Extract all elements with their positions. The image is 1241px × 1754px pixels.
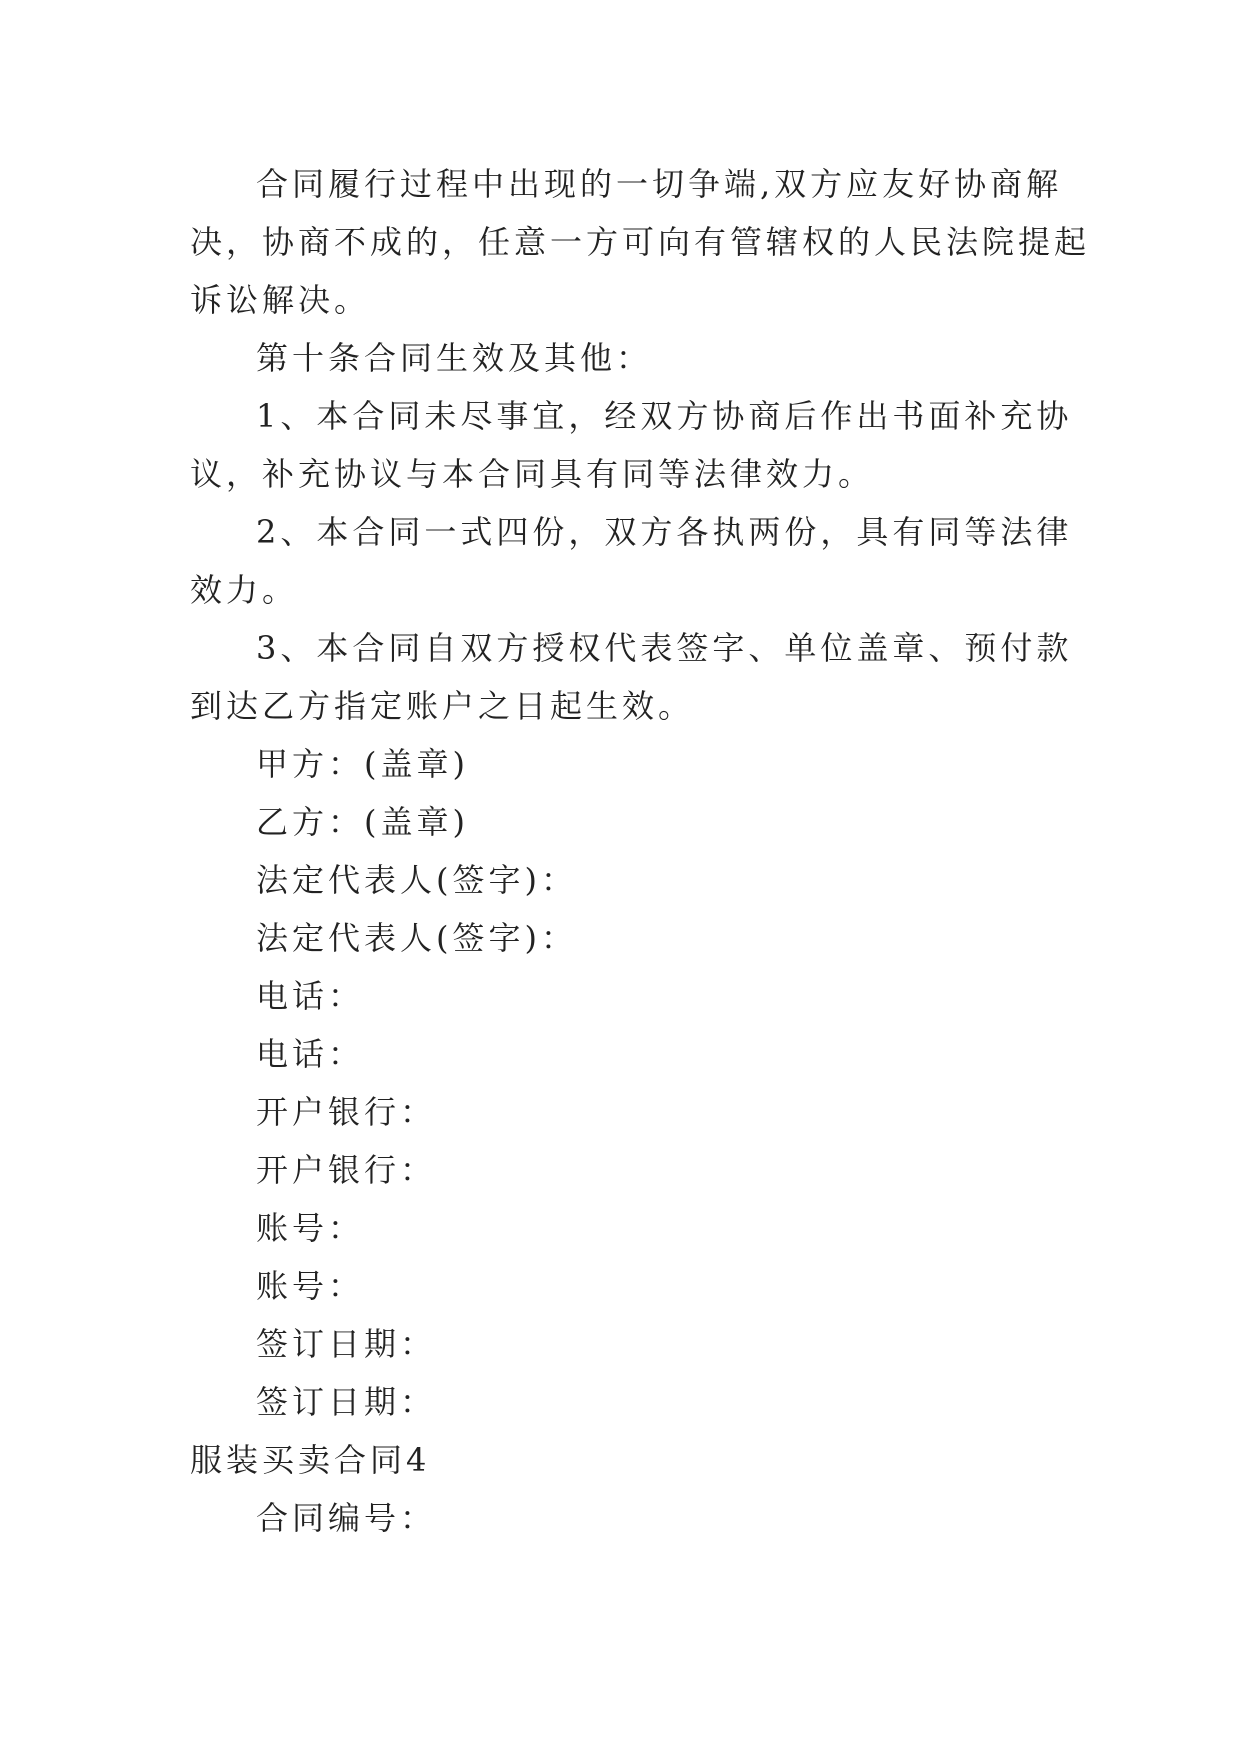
document-body	[190, 155, 1090, 1547]
account-line: 账号：	[256, 1267, 365, 1305]
legal-representative-line: 法定代表人(签字)：	[256, 861, 577, 899]
paragraph-clause-2: 2、本合同一式四份，双方各执两份，具有同等法律效力。	[190, 513, 1073, 609]
phone-line: 电话：	[256, 1035, 365, 1073]
bank-line: 开户银行：	[256, 1151, 437, 1189]
party-b-seal-line: 乙方：(盖章)	[256, 803, 469, 841]
paragraph-article-ten-heading: 第十条合同生效及其他：	[256, 339, 653, 377]
signing-date-line: 签订日期：	[256, 1325, 437, 1363]
legal-representative-line: 法定代表人(签字)：	[256, 919, 577, 957]
bank-line: 开户银行：	[256, 1093, 437, 1131]
paragraph-clause-3: 3、本合同自双方授权代表签字、单位盖章、预付款到达乙方指定账户之日起生效。	[190, 629, 1073, 725]
signing-date-line: 签订日期：	[256, 1383, 437, 1421]
paragraph-clause-1: 1、本合同未尽事宜，经双方协商后作出书面补充协议，补充协议与本合同具有同等法律效力。	[190, 397, 1073, 493]
account-line: 账号：	[256, 1209, 365, 1247]
section-title-contract-4: 服装买卖合同4	[190, 1441, 431, 1479]
contract-number-line: 合同编号：	[256, 1499, 437, 1537]
paragraph-dispute-resolution: 合同履行过程中出现的一切争端,双方应友好协商解决，协商不成的，任意一方可向有管辖权的人民法院提起诉讼解决。	[190, 165, 1091, 319]
party-a-seal-line: 甲方：(盖章)	[256, 745, 469, 783]
phone-line: 电话：	[256, 977, 365, 1015]
